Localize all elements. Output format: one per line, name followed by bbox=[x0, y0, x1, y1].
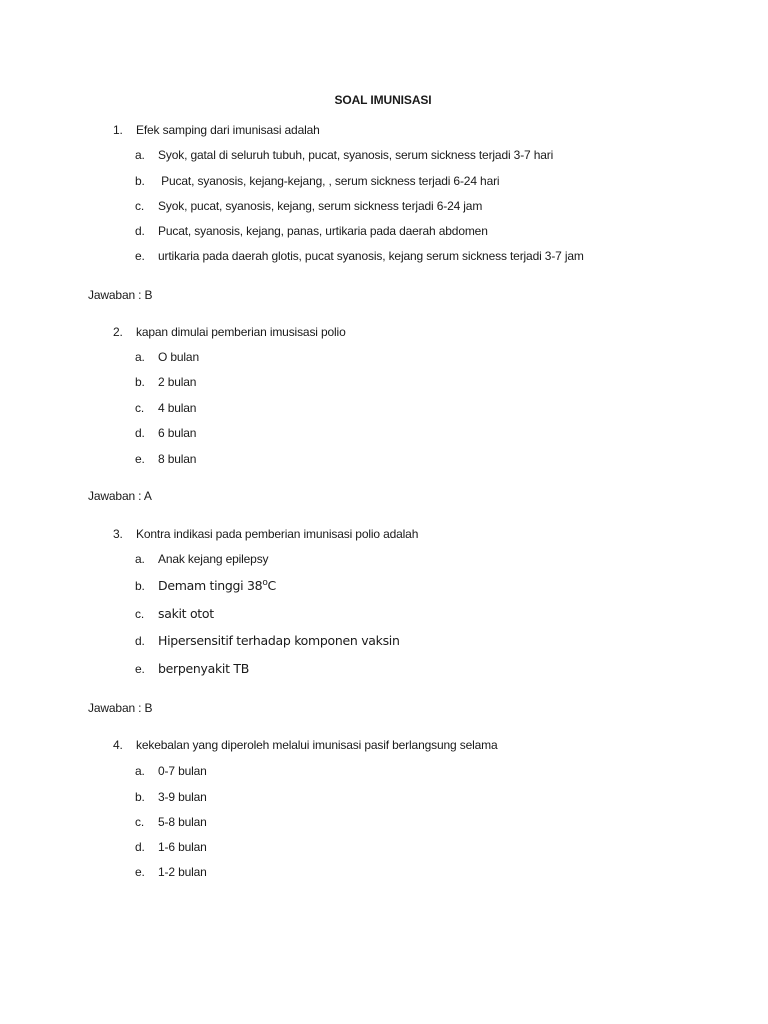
option-4e bbox=[0, 864, 768, 880]
option-text: 0-7 bulan bbox=[158, 764, 207, 778]
option-text: 1-6 bulan bbox=[158, 840, 207, 854]
option-text: Syok, gatal di seluruh tubuh, pucat, syanosis, serum sickness terjadi 3-7 hari bbox=[158, 148, 554, 162]
answer-3 bbox=[0, 700, 768, 716]
option-2a bbox=[0, 349, 768, 365]
question-text: kapan dimulai pemberian imusisasi polio bbox=[136, 325, 346, 339]
option-letter: b. bbox=[135, 375, 145, 389]
option-3c bbox=[0, 605, 768, 623]
option-letter: e. bbox=[135, 249, 145, 263]
option-1e bbox=[0, 248, 768, 264]
answer-text: Jawaban : B bbox=[88, 288, 153, 302]
option-letter: d. bbox=[135, 840, 145, 854]
option-text: sakit otot bbox=[158, 606, 214, 621]
option-text: O bulan bbox=[158, 350, 199, 364]
option-text: 1-2 bulan bbox=[158, 865, 207, 879]
option-text: 8 bulan bbox=[158, 452, 197, 466]
option-letter: e. bbox=[135, 865, 145, 879]
degree-superscript: o bbox=[262, 578, 268, 588]
option-letter: b. bbox=[135, 579, 145, 593]
option-text: berpenyakit TB bbox=[158, 661, 249, 676]
option-text: Pucat, syanosis, kejang-kejang, , serum sickness terjadi 6-24 hari bbox=[158, 174, 500, 188]
option-letter: d. bbox=[135, 426, 145, 440]
option-text: 2 bulan bbox=[158, 375, 197, 389]
option-4a bbox=[0, 763, 768, 779]
option-2d bbox=[0, 425, 768, 441]
option-1d bbox=[0, 223, 768, 239]
question-number: 3. bbox=[113, 527, 123, 541]
question-3 bbox=[0, 526, 768, 542]
option-letter: a. bbox=[135, 552, 145, 566]
option-text: Pucat, syanosis, kejang, panas, urtikaria pada daerah abdomen bbox=[158, 224, 488, 238]
option-letter: a. bbox=[135, 764, 145, 778]
option-text: 5-8 bulan bbox=[158, 815, 207, 829]
option-text: 4 bulan bbox=[158, 401, 197, 415]
question-4 bbox=[0, 737, 768, 753]
option-text: urtikaria pada daerah glotis, pucat syanosis, kejang serum sickness terjadi 3-7 jam bbox=[158, 249, 584, 263]
option-2c bbox=[0, 400, 768, 416]
option-4d bbox=[0, 839, 768, 855]
option-2b bbox=[0, 374, 768, 390]
option-text: 3-9 bulan bbox=[158, 790, 207, 804]
option-1a bbox=[0, 147, 768, 163]
option-text-unit: C bbox=[267, 578, 276, 593]
option-1c bbox=[0, 198, 768, 214]
option-2e bbox=[0, 451, 768, 467]
option-letter: c. bbox=[135, 199, 145, 213]
option-letter: b. bbox=[135, 174, 145, 188]
question-text: Kontra indikasi pada pemberian imunisasi polio adalah bbox=[136, 527, 419, 541]
answer-2 bbox=[0, 488, 768, 504]
option-3b bbox=[0, 577, 768, 595]
option-3e bbox=[0, 660, 768, 678]
option-text: Syok, pucat, syanosis, kejang, serum sickness terjadi 6-24 jam bbox=[158, 199, 483, 213]
option-text bbox=[158, 577, 276, 595]
option-letter: a. bbox=[135, 350, 145, 364]
question-text: Efek samping dari imunisasi adalah bbox=[136, 123, 320, 137]
option-text-main: Demam tinggi 38 bbox=[158, 578, 263, 593]
option-letter: d. bbox=[135, 224, 145, 238]
option-letter: b. bbox=[135, 790, 145, 804]
option-4c bbox=[0, 814, 768, 830]
option-3d bbox=[0, 632, 768, 650]
option-3a bbox=[0, 551, 768, 567]
question-number: 2. bbox=[113, 325, 123, 339]
option-text: 6 bulan bbox=[158, 426, 197, 440]
answer-1 bbox=[0, 287, 768, 303]
option-4b bbox=[0, 789, 768, 805]
question-text: kekebalan yang diperoleh melalui imunisasi pasif berlangsung selama bbox=[136, 738, 498, 752]
question-2 bbox=[0, 324, 768, 340]
option-1b bbox=[0, 173, 768, 189]
question-number: 4. bbox=[113, 738, 123, 752]
option-letter: d. bbox=[135, 634, 145, 648]
option-letter: e. bbox=[135, 662, 145, 676]
answer-text: Jawaban : B bbox=[88, 701, 153, 715]
page-title: SOAL IMUNISASI bbox=[334, 93, 432, 107]
option-text: Hipersensitif terhadap komponen vaksin bbox=[158, 633, 400, 648]
option-letter: a. bbox=[135, 148, 145, 162]
question-number: 1. bbox=[113, 123, 123, 137]
option-letter: e. bbox=[135, 452, 145, 466]
option-letter: c. bbox=[135, 607, 145, 621]
option-text: Anak kejang epilepsy bbox=[158, 552, 269, 566]
question-1 bbox=[0, 122, 768, 138]
answer-text: Jawaban : A bbox=[88, 489, 152, 503]
option-letter: c. bbox=[135, 401, 145, 415]
option-letter: c. bbox=[135, 815, 145, 829]
